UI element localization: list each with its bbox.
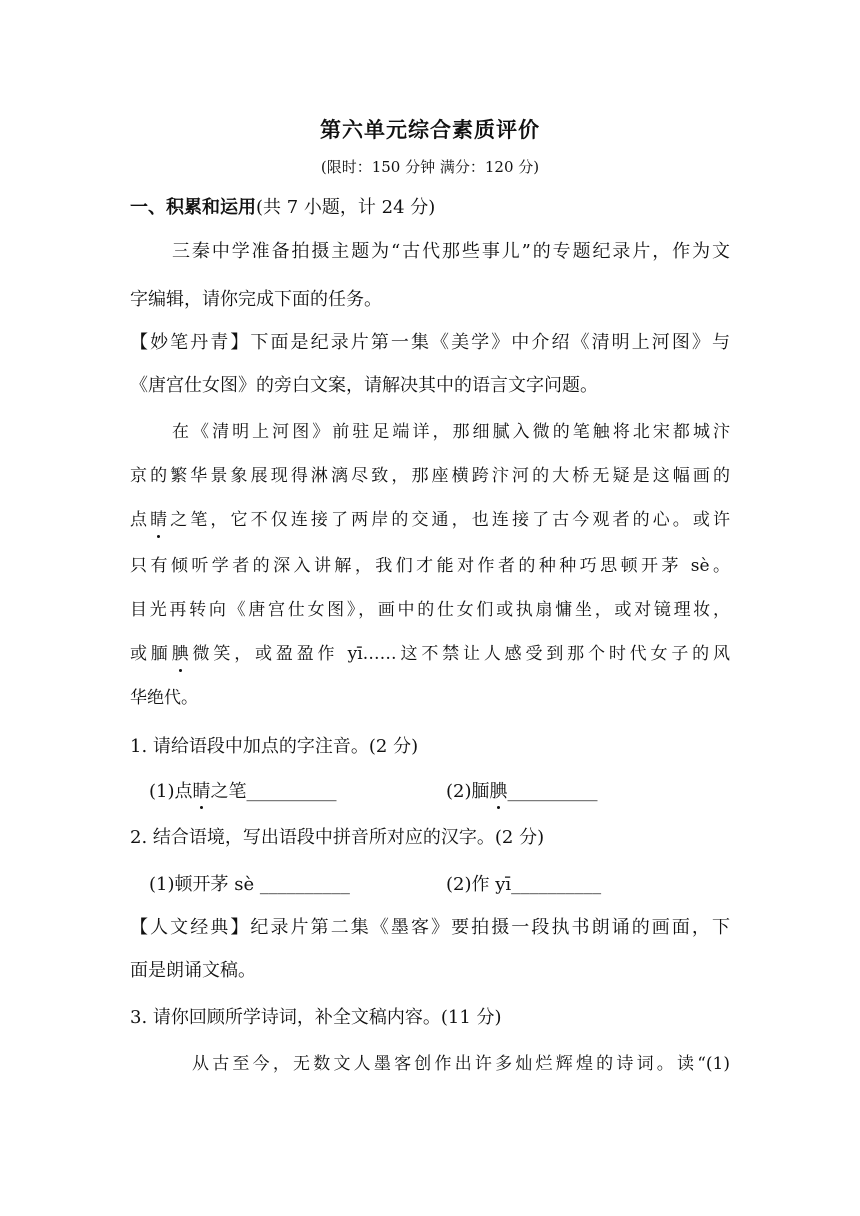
intro-line-1: 三秦中学准备拍摄主题为“古代那些事儿”的专题纪录片，作为文 (172, 241, 730, 262)
passage-text: 之笔，它不仅连接了两岸的交通，也连接了古今观者的心。或许 (167, 510, 731, 530)
intro-line-2: 字编辑，请你完成下面的任务。 (130, 289, 382, 310)
passage-text: 或 (130, 644, 151, 664)
passage-line-3 (130, 508, 730, 532)
section-heading-label: 一、积累和运用 (130, 197, 256, 218)
passage-line-4: 只有倾听学者的深入讲解，我们才能对作者的种种巧思顿开茅 sè。 (130, 556, 730, 576)
exam-info: (限时：150 分钟 满分：120 分) (320, 158, 540, 176)
dotted-char-jing: 睛 (150, 510, 168, 530)
part2-line-2: 面是朗诵文稿。 (130, 960, 256, 981)
passage-line-5: 目光再转向《唐宫仕女图》，画中的仕女们或执扇慵坐，或对镜理妆， (130, 600, 730, 620)
passage-line-1: 在《清明上河图》前驻足端详，那细腻入微的笔触将北宋都城汴 (172, 422, 730, 442)
question-1-part-a (149, 777, 337, 803)
section-heading-score: (共 7 小题，计 24 分) (256, 197, 436, 218)
answer-blank[interactable]: 之笔__________ (210, 781, 337, 802)
question-2-part-b[interactable]: (2)作 yī__________ (446, 874, 602, 895)
passage-line-2: 京的繁华景象展现得淋漓尽致，那座横跨汴河的大桥无疑是这幅画的 (130, 466, 730, 486)
passage-text: 微笑，或盈盈作 yī……这不禁让人感受到那个时代女子的风 (188, 644, 731, 664)
part2-line-1: 【人文经典】纪录片第二集《墨客》要拍摄一段执书朗诵的画面，下 (130, 917, 730, 938)
dotted-char-jing: 睛 (193, 777, 211, 803)
dotted-char-tian: 腆 (171, 644, 189, 664)
passage-line-6 (130, 642, 730, 666)
question-1-stem: 1. 请给语段中加点的字注音。(2 分) (130, 736, 419, 757)
answer-prefix: (1)点 (149, 781, 193, 802)
part1-line-1: 【妙笔丹青】下面是纪录片第一集《美学》中介绍《清明上河图》与 (130, 332, 730, 353)
passage-text: 点 (130, 510, 151, 530)
question-1-part-b (446, 777, 598, 803)
question-3-stem: 3. 请你回顾所学诗词，补全文稿内容。(11 分) (130, 1007, 502, 1028)
answer-blank[interactable]: __________ (507, 781, 598, 802)
part1-line-2: 《唐宫仕女图》的旁白文案，请解决其中的语言文字问题。 (130, 375, 598, 396)
question-3-line-1: 从古至今，无数文人墨客创作出许多灿烂辉煌的诗词。读“(1) (192, 1054, 730, 1074)
dotted-char-tian: 腆 (490, 777, 508, 803)
page-title: 第六单元综合素质评价 (320, 117, 540, 142)
passage-text: 腼 (150, 644, 172, 664)
question-2-part-a[interactable]: (1)顿开茅 sè __________ (149, 874, 350, 895)
passage-line-7: 华绝代。 (130, 688, 198, 708)
answer-prefix: (2)腼 (446, 781, 490, 802)
section-heading (130, 196, 730, 220)
question-2-stem: 2. 结合语境，写出语段中拼音所对应的汉字。(2 分) (130, 827, 545, 848)
